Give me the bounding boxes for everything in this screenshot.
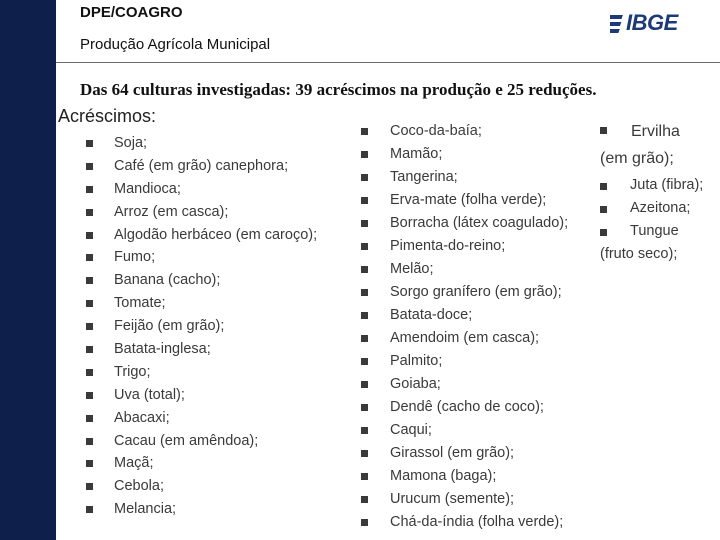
bullet-icon: [361, 358, 368, 365]
list-item: [361, 350, 568, 373]
bullet-icon: [361, 289, 368, 296]
list-item: [86, 430, 317, 453]
bullet-icon: [361, 381, 368, 388]
list-item: [86, 269, 317, 292]
bullet-icon: [86, 186, 93, 193]
bullet-icon: [361, 128, 368, 135]
list-item-label: Soja;: [114, 135, 148, 151]
list-item-label: Mamona (baga);: [390, 468, 497, 484]
list-item-label: Tangerina;: [390, 169, 458, 185]
list-item-label: Goiaba;: [390, 376, 441, 392]
bullet-icon: [86, 232, 93, 239]
list-item-label: Chá-da-índia (folha verde);: [390, 514, 564, 530]
header-org: DPE/COAGRO: [80, 4, 183, 21]
bullet-icon: [361, 174, 368, 181]
list-item: [86, 338, 317, 361]
list-item-label: Abacaxi;: [114, 409, 170, 426]
bullet-icon: [361, 312, 368, 319]
list-item: [361, 166, 568, 189]
list-item-label: Cebola;: [114, 478, 164, 495]
list-item-juta: Juta (fibra);: [630, 177, 704, 193]
sidebar-band: [0, 0, 56, 540]
bullet-icon: [361, 473, 368, 480]
list-item-label: Erva-mate (folha verde);: [390, 192, 547, 208]
bullet-icon: [86, 506, 93, 513]
bullet-icon: [86, 254, 93, 261]
slide-subtitle: Das 64 culturas investigadas: 39 acréscimos na produção e 25 reduções.: [80, 80, 597, 99]
section-title: Acréscimos:: [58, 106, 157, 126]
crop-list-column-2: [361, 120, 568, 534]
list-item-label: Fumo;: [114, 249, 156, 266]
list-item: [86, 498, 317, 521]
list-item-label: Feijão (em grão);: [114, 318, 225, 335]
list-item: [361, 281, 568, 304]
bullet-icon: [361, 427, 368, 434]
list-item-tungue: Tungue: [630, 223, 679, 239]
bullet-icon: [86, 140, 93, 147]
header-report-title: Produção Agrícola Municipal: [80, 36, 271, 53]
bullet-icon: [361, 243, 368, 250]
list-item-label: Pimenta-do-reino;: [390, 238, 506, 254]
list-item-label: Uva (total);: [114, 386, 185, 403]
list-item-label: Borracha (látex coagulado);: [390, 215, 569, 231]
bullet-icon: [86, 483, 93, 490]
list-item: [361, 419, 568, 442]
header-divider: [56, 62, 720, 63]
bullet-icon: [86, 209, 93, 216]
list-item: [361, 212, 568, 235]
list-item: [361, 143, 568, 166]
list-item-label: Coco-da-baía;: [390, 123, 482, 139]
list-item-label: Algodão herbáceo (em caroço);: [114, 226, 318, 243]
list-item-label: Melancia;: [114, 501, 177, 518]
list-item: [86, 224, 317, 247]
list-item: [86, 452, 317, 475]
list-item: [86, 315, 317, 338]
bullet-icon: [86, 277, 93, 284]
bullet-icon: [86, 369, 93, 376]
list-item-label: Maçã;: [114, 455, 154, 472]
list-item-label: Urucum (semente);: [390, 491, 515, 507]
list-item: [86, 201, 317, 224]
bullet-icon: [86, 323, 93, 330]
list-item: [361, 373, 568, 396]
list-item-label: Sorgo granífero (em grão);: [390, 284, 562, 300]
list-item-ervilha-cont: (em grão);: [600, 150, 674, 167]
list-item-label: Melão;: [390, 261, 434, 277]
list-item-label: Arroz (em casca);: [114, 203, 229, 220]
bullet-icon: [86, 438, 93, 445]
list-item: [361, 488, 568, 511]
list-item-label: Tomate;: [114, 295, 166, 312]
list-item: [361, 442, 568, 465]
bullet-icon: [86, 163, 93, 170]
list-item-label: Girassol (em grão);: [390, 445, 515, 461]
list-item-label: Caqui;: [390, 422, 432, 438]
bullet-icon: [86, 392, 93, 399]
bullet-icon: [86, 415, 93, 422]
list-item-tungue-cont: (fruto seco);: [600, 246, 678, 262]
bullet-icon: [86, 460, 93, 467]
list-item: [361, 235, 568, 258]
list-item: [86, 155, 317, 178]
bullet-icon: [361, 335, 368, 342]
list-item-label: Café (em grão) canephora;: [114, 157, 289, 174]
list-item-label: Batata-inglesa;: [114, 341, 211, 358]
bullet-icon: [361, 266, 368, 273]
bullet-icon: [361, 450, 368, 457]
list-item: [361, 465, 568, 488]
list-item: [361, 327, 568, 350]
list-item: [361, 511, 568, 534]
bullet-icon: [361, 197, 368, 204]
list-item-label: Mamão;: [390, 146, 443, 162]
list-item: [86, 361, 317, 384]
list-item: [361, 396, 568, 419]
bullet-icon: [361, 519, 368, 526]
list-item-label: Dendê (cacho de coco);: [390, 399, 544, 415]
list-item-azeitona: Azeitona;: [630, 200, 691, 216]
crop-list-column-1: [86, 132, 317, 521]
list-item: [361, 120, 568, 143]
bullet-icon: [86, 300, 93, 307]
list-item-label: Mandioca;: [114, 180, 181, 197]
list-item: [86, 132, 317, 155]
list-item: [86, 407, 317, 430]
list-item: [86, 384, 317, 407]
list-item-label: Palmito;: [390, 353, 443, 369]
list-item: [361, 258, 568, 281]
list-item-ervilha: Ervilha: [631, 123, 680, 140]
list-item-label: Trigo;: [114, 363, 151, 380]
bullet-icon: [361, 151, 368, 158]
list-item-label: Batata-doce;: [390, 307, 473, 323]
ibge-logo-text: IBGE: [626, 10, 678, 35]
list-item: [361, 189, 568, 212]
list-item-label: Cacau (em amêndoa);: [114, 432, 259, 449]
list-item: [86, 178, 317, 201]
list-item-label: Banana (cacho);: [114, 272, 221, 289]
list-item: [86, 475, 317, 498]
bullet-icon: [361, 220, 368, 227]
list-item: [86, 292, 317, 315]
list-item: [86, 246, 317, 269]
list-item: [361, 304, 568, 327]
bullet-icon: [361, 404, 368, 411]
bullet-icon: [361, 496, 368, 503]
bullet-icon: [86, 346, 93, 353]
list-item-label: Amendoim (em casca);: [390, 330, 540, 346]
